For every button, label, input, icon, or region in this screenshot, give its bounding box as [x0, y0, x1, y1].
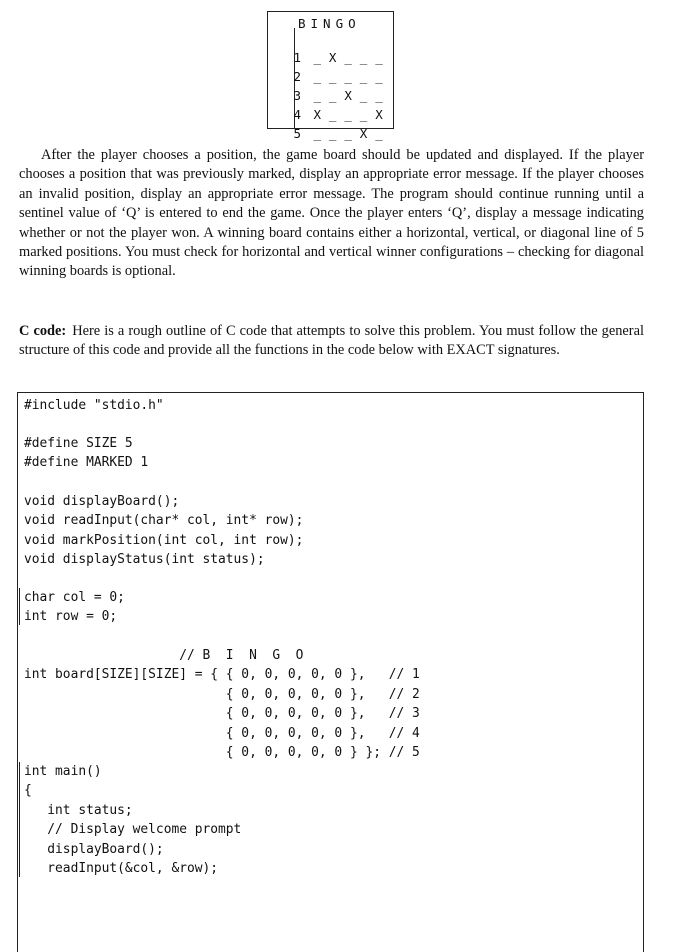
bingo-header: BINGO [298, 16, 361, 31]
c-code-intro-text: Here is a rough outline of C code that attempts to solve this problem. You must follow the general structure of this code and provide all the functions in the code below with EXACT signatures. [19, 323, 644, 359]
code-margin-bar [19, 762, 20, 877]
row-number: 3 [293, 88, 302, 103]
row-number: 5 [293, 126, 302, 141]
code-board-array: // B I N G O int board[SIZE][SIZE] = { { 0, 0, 0, 0, 0 }, // 1 { 0, 0, 0, 0, 0 }, // 2 { 0, 0, 0, 0, 0 }, // 3 { 0, 0, 0, 0, 0 }, // 4 { 0, 0, 0, 0, 0 } }; // 5 [24, 648, 420, 761]
row-cells: _ _ X _ _ [313, 88, 383, 103]
code-include: #include "stdio.h" [24, 398, 164, 413]
row-number: 4 [293, 107, 302, 122]
row-number: 1 [293, 50, 302, 65]
row-number: 2 [293, 69, 302, 84]
row-cells: X _ _ _ X [313, 107, 383, 122]
row-cells: _ _ _ X _ [313, 126, 383, 141]
instructions-paragraph: After the player chooses a position, the game board should be updated and displayed. If the player chooses a position that was previously marked, display an appropriate error message. If the player chooses an invalid position, display an appropriate error message. The program should continue running until a sentinel value of ‘Q’ is entered to end the game. Once the player enters ‘Q’, display a message indicating whether or not the player won. A winning board contains either a horizontal, vertical, or diagonal line of 5 marked positions. You must check for horizontal and vertical winner configurations – checking for diagonal winning boards is optional. [19, 147, 644, 280]
code-margin-bar [19, 588, 20, 625]
c-code-intro [19, 322, 644, 361]
board-row [278, 111, 383, 141]
code-globals: char col = 0; int row = 0; [24, 590, 125, 625]
code-defines: #define SIZE 5 #define MARKED 1 [24, 436, 149, 471]
code-prototypes: void displayBoard(); void readInput(char* col, int* row); void markPosition(int col, int row); void displayStatus(int status); [24, 494, 304, 568]
row-cells: _ X _ _ _ [313, 50, 383, 65]
row-cells: _ _ _ _ _ [313, 69, 383, 84]
code-main: int main() { int status; // Display welcome prompt displayBoard(); readInput(&col, &row); [24, 764, 242, 877]
c-code-heading: C code: [19, 323, 67, 339]
